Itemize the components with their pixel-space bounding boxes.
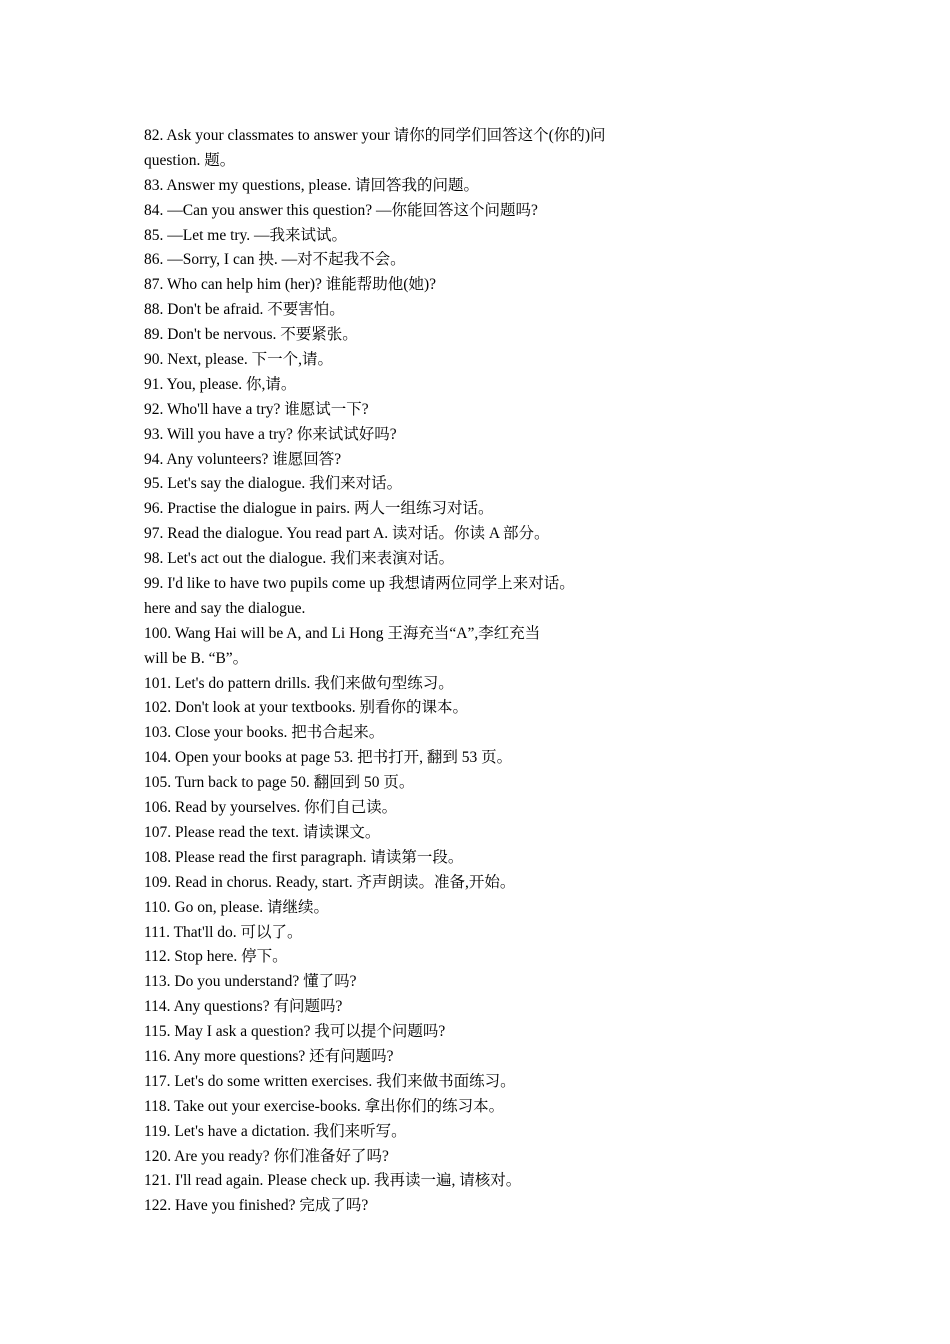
text-line: 107. Please read the text. 请读课文。 bbox=[144, 823, 381, 841]
text-line: 97. Read the dialogue. You read part A. 读对话。你读 A 部分。 bbox=[144, 525, 550, 543]
text-line: 89. Don't be nervous. 不要紧张。 bbox=[144, 326, 358, 344]
text-line: will be B. “B”。 bbox=[144, 649, 249, 667]
text-line: 112. Stop here. 停下。 bbox=[144, 948, 288, 966]
text-line: 122. Have you finished? 完成了吗? bbox=[144, 1197, 369, 1215]
text-line: 102. Don't look at your textbooks. 别看你的课本。 bbox=[144, 699, 468, 717]
text-line: 116. Any more questions? 还有问题吗? bbox=[144, 1047, 394, 1065]
text-line: 96. Practise the dialogue in pairs. 两人一组练习对话。 bbox=[144, 500, 494, 518]
text-line: 85. —Let me try. —我来试试。 bbox=[144, 226, 348, 244]
text-line: 105. Turn back to page 50. 翻回到 50 页。 bbox=[144, 774, 415, 792]
text-line: 118. Take out your exercise-books. 拿出你们的练习本。 bbox=[144, 1097, 505, 1115]
text-line: 100. Wang Hai will be A, and Li Hong 王海充当“A”,李红充当 bbox=[144, 624, 541, 642]
text-line: 86. —Sorry, I can 抰. —对不起我不会。 bbox=[144, 251, 406, 269]
text-line: 91. You, please. 你,请。 bbox=[144, 375, 297, 393]
text-line: 115. May I ask a question? 我可以提个问题吗? bbox=[144, 1023, 446, 1041]
text-line: here and say the dialogue. bbox=[144, 599, 306, 617]
text-line: 92. Who'll have a try? 谁愿试一下? bbox=[144, 400, 369, 418]
text-line: 98. Let's act out the dialogue. 我们来表演对话。 bbox=[144, 550, 455, 568]
text-line: 104. Open your books at page 53. 把书打开, 翻到 53 页。 bbox=[144, 749, 513, 767]
phrase-list bbox=[144, 124, 844, 1219]
text-line: 110. Go on, please. 请继续。 bbox=[144, 898, 329, 916]
text-line: 109. Read in chorus. Ready, start. 齐声朗读。准备,开始。 bbox=[144, 873, 516, 891]
text-line: 119. Let's have a dictation. 我们来听写。 bbox=[144, 1122, 407, 1140]
text-line: 84. —Can you answer this question? —你能回答这个问题吗? bbox=[144, 201, 538, 219]
text-line: 108. Please read the first paragraph. 请读第一段。 bbox=[144, 848, 464, 866]
text-line: 94. Any volunteers? 谁愿回答? bbox=[144, 450, 342, 468]
text-line: 93. Will you have a try? 你来试试好吗? bbox=[144, 425, 397, 443]
text-line: 113. Do you understand? 懂了吗? bbox=[144, 973, 357, 991]
text-line: 101. Let's do pattern drills. 我们来做句型练习。 bbox=[144, 674, 454, 692]
text-line: 99. I'd like to have two pupils come up 我想请两位同学上来对话。 bbox=[144, 575, 575, 593]
text-line: 103. Close your books. 把书合起来。 bbox=[144, 724, 385, 742]
text-line: 88. Don't be afraid. 不要害怕。 bbox=[144, 301, 345, 319]
text-line: 95. Let's say the dialogue. 我们来对话。 bbox=[144, 475, 403, 493]
text-line: 121. I'll read again. Please check up. 我再读一遍, 请核对。 bbox=[144, 1172, 522, 1190]
text-line: 82. Ask your classmates to answer your 请你的同学们回答这个(你的)问 bbox=[144, 127, 606, 144]
text-line: 87. Who can help him (her)? 谁能帮助他(她)? bbox=[144, 276, 436, 294]
text-line: 117. Let's do some written exercises. 我们来做书面练习。 bbox=[144, 1072, 516, 1090]
text-line: 114. Any questions? 有问题吗? bbox=[144, 998, 343, 1016]
text-line: 90. Next, please. 下一个,请。 bbox=[144, 351, 333, 369]
text-line: question. 题。 bbox=[144, 151, 236, 169]
text-line: 83. Answer my questions, please. 请回答我的问题。 bbox=[144, 176, 479, 194]
text-line: 111. That'll do. 可以了。 bbox=[144, 923, 303, 941]
text-line: 106. Read by yourselves. 你们自己读。 bbox=[144, 799, 398, 817]
text-line: 120. Are you ready? 你们准备好了吗? bbox=[144, 1147, 389, 1165]
